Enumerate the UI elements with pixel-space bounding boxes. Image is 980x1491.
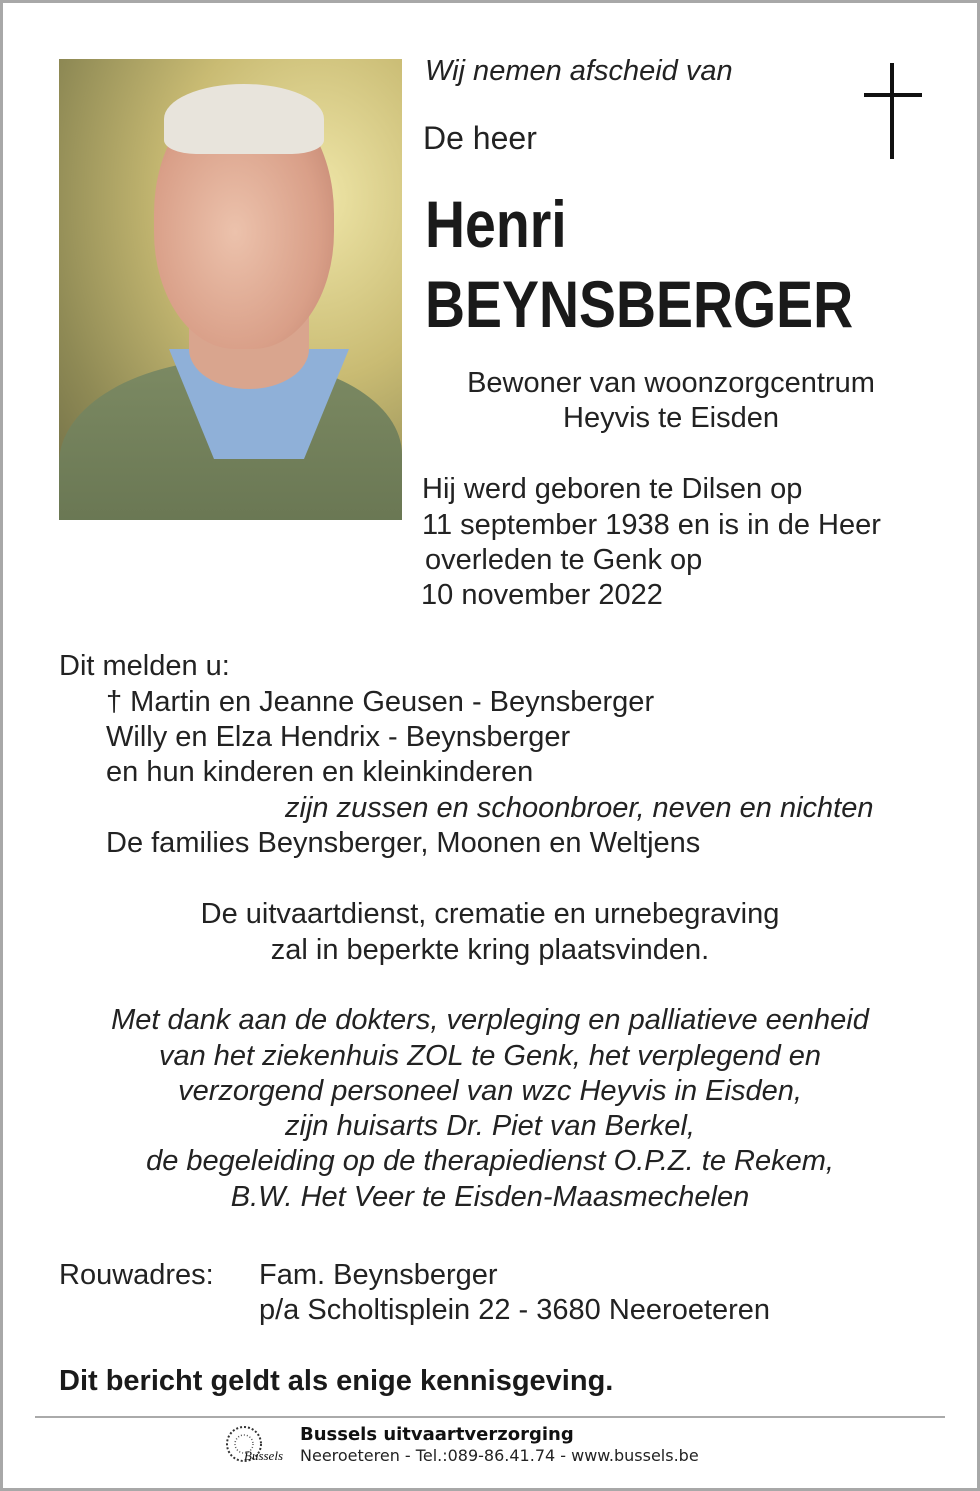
announcer-line: en hun kinderen en kleinkinderen [106,756,534,788]
bussels-logo [222,1424,292,1466]
thanks-line: B.W. Het Veer te Eisden-Maasmechelen [230,1181,750,1213]
footer-divider [35,1416,945,1418]
address-line: p/a Scholtisplein 22 - 3680 Neeroeteren [259,1294,771,1326]
bio-line-1: Hij werd geboren te Dilsen op [422,473,803,505]
announcer-line: De families Beynsberger, Moonen en Weltjens [106,827,701,859]
announcer-line: † Martin en Jeanne Geusen - Beynsberger [106,686,655,718]
intro-text: Wij nemen afscheid van [425,55,733,87]
announcer-italic-line: zijn zussen en schoonbroer, neven en nichten [285,792,874,824]
residence-line-2: Heyvis te Eisden [563,402,779,434]
announcers-intro: Dit melden u: [59,650,230,682]
cross-icon [864,63,922,159]
first-name: Henri [425,187,567,261]
notice-text: Dit bericht geldt als enige kennisgeving. [59,1365,614,1397]
bio-line-3: overleden te Genk op [425,544,703,576]
thanks-line: Met dank aan de dokters, verpleging en palliatieve eenheid [111,1004,869,1036]
service-line: zal in beperkte kring plaatsvinden. [270,934,710,966]
bio-line-2: 11 september 1938 en is in de Heer [422,509,881,541]
address-line: Fam. Beynsberger [259,1259,498,1291]
svg-text:Bussels: Bussels [244,1448,283,1463]
thanks-line: de begeleiding op de therapiedienst O.P.Z. te Rekem, [146,1145,834,1177]
salutation: De heer [423,120,537,156]
last-name: BEYNSBERGER [425,267,854,341]
announcer-line: Willy en Elza Hendrix - Beynsberger [106,721,571,753]
thanks-line: verzorgend personeel van wzc Heyvis in Eisden, [178,1075,802,1107]
thanks-line: zijn huisarts Dr. Piet van Berkel, [285,1110,695,1142]
thanks-line: van het ziekenhuis ZOL te Genk, het verplegend en [158,1040,822,1072]
bio-line-4: 10 november 2022 [421,579,663,611]
footer-contact: Neeroeteren - Tel.:089-86.41.74 - www.bussels.be [300,1446,699,1465]
residence-line-1: Bewoner van woonzorgcentrum [467,367,875,399]
portrait-photo [59,59,402,520]
footer-company: Bussels uitvaartverzorging [300,1424,574,1445]
address-label: Rouwadres: [59,1259,214,1291]
service-line: De uitvaartdienst, crematie en urnebegraving [200,898,780,930]
